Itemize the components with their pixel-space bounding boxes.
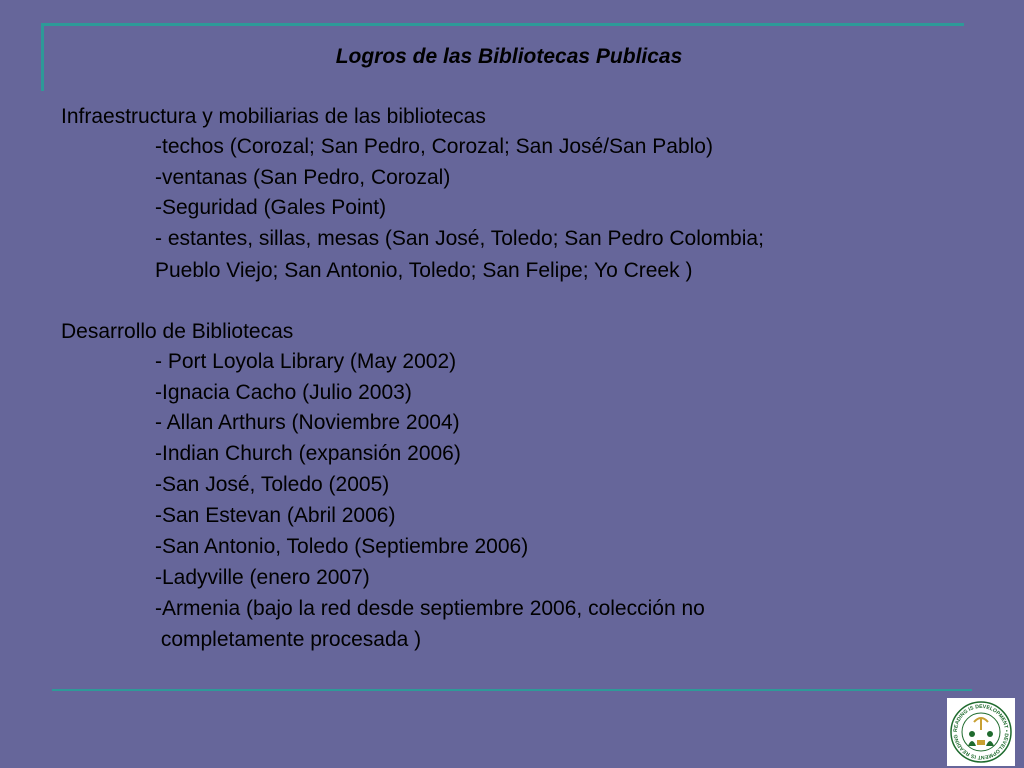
list-item: -Seguridad (Gales Point) [155,196,387,219]
list-item: -San Antonio, Toledo (Septiembre 2006) [155,535,529,558]
section-heading-infraestructura: Infraestructura y mobiliarias de las bibliotecas [61,105,486,128]
list-item: -techos (Corozal; San Pedro, Corozal; San José/San Pablo) [155,135,713,158]
list-item: -San Estevan (Abril 2006) [155,504,396,527]
slide-title: Logros de las Bibliotecas Publicas [335,45,683,68]
list-item: -Ignacia Cacho (Julio 2003) [155,381,412,404]
list-item: -ventanas (San Pedro, Corozal) [155,166,451,189]
list-item: - Port Loyola Library (May 2002) [155,350,457,373]
top-rule [42,23,964,26]
list-item: -Indian Church (expansión 2006) [155,442,461,465]
list-item: - estantes, sillas, mesas (San José, Toledo; San Pedro Colombia; [155,227,764,250]
section-heading-desarrollo: Desarrollo de Bibliotecas [61,320,294,343]
list-item: - Allan Arthurs (Noviembre 2004) [155,411,460,434]
list-item: -Ladyville (enero 2007) [155,566,370,589]
list-item: -Armenia (bajo la red desde septiembre 2006, colección no [155,597,705,620]
list-item: Pueblo Viejo; San Antonio, Toledo; San Felipe; Yo Creek ) [155,259,693,282]
bottom-rule [52,689,972,691]
logo-emblem-icon [947,698,1015,766]
reading-is-development-logo [947,698,1015,766]
list-item: completamente procesada ) [155,628,422,651]
logo-ring-text: READING IS DEVELOPMENT • DEVELOPMENT IS READING [952,703,1010,761]
list-item: -San José, Toledo (2005) [155,473,390,496]
